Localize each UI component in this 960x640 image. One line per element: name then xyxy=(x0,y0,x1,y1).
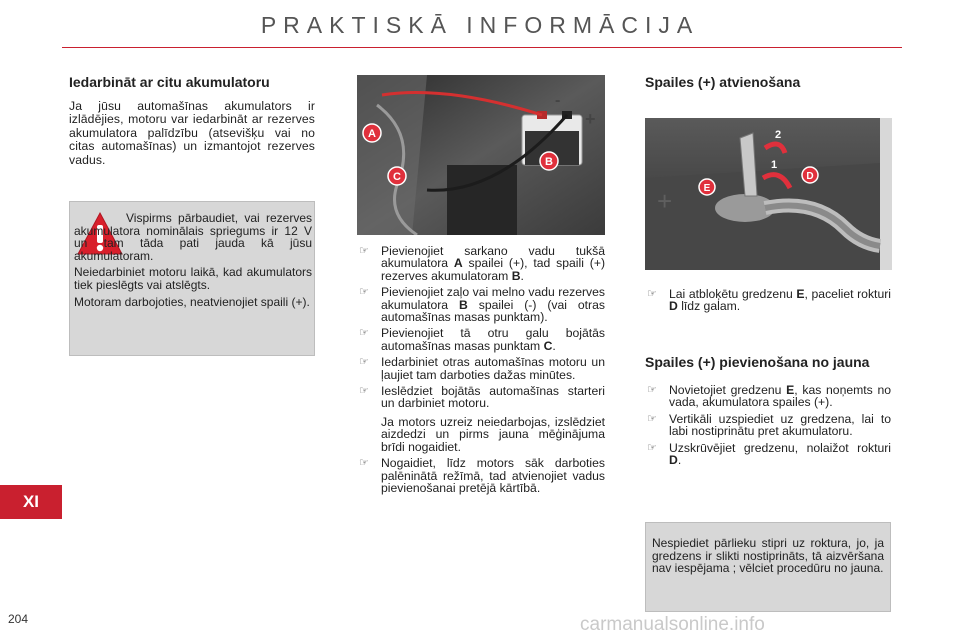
photo-step-1: 1 xyxy=(771,159,778,171)
warning-text xyxy=(74,212,312,312)
step-text: . xyxy=(677,453,682,468)
list-item xyxy=(357,245,605,282)
step-text: Ieslēdziet bojātās automašīnas starteri un darbiniet motoru. xyxy=(381,384,605,411)
list-item xyxy=(645,288,891,313)
warning-paragraph-1: Vispirms pārbaudiet, vai rezerves akumulatora nominālais spriegums ir 12 V un tam tāda pati jauda kā jūsu akumulatoram. xyxy=(74,211,312,263)
photo-label-c: C xyxy=(393,171,401,183)
step-text: . xyxy=(520,268,524,283)
step-text: Pievienojiet sarkano vadu tukšā akumulatora xyxy=(381,244,605,271)
step-text: , kas noņemts no vada, akumulatora spailes (+). xyxy=(669,383,892,410)
step-emphasis: E xyxy=(796,287,805,301)
list-item xyxy=(357,385,605,410)
disconnect-list xyxy=(645,288,891,313)
pointing-hand-icon: ☞ xyxy=(647,384,657,396)
step-emphasis: E xyxy=(786,383,795,397)
info-note-text: Nespiediet pārlieku stipri uz roktura, jo, ja gredzens ir slikti nostiprināts, tā aizvēršana nav iespējama ; vēlciet procedūru no jauna. xyxy=(652,536,884,576)
pointing-hand-icon: ☞ xyxy=(359,385,369,398)
step-text: Novietojiet gredzenu xyxy=(669,383,787,397)
step-emphasis: B xyxy=(459,297,468,312)
step-text: . xyxy=(552,338,556,353)
watermark: carmanualsonline.info xyxy=(580,614,765,635)
title-divider xyxy=(62,47,902,48)
info-note-box xyxy=(645,522,891,612)
step-note xyxy=(357,416,605,453)
pointing-hand-icon: ☞ xyxy=(359,327,369,340)
pointing-hand-icon: ☞ xyxy=(647,412,657,425)
photo-minus-sign: - xyxy=(555,92,561,109)
pointing-hand-icon: ☞ xyxy=(359,245,369,257)
step-note-text: Ja motors uzreiz neiedarbojas, izslēdziet aizdedzi un pirms jauna mēģinājuma brīdi nogaidiet. xyxy=(381,414,605,454)
list-item xyxy=(645,384,891,409)
warning-paragraph-3: Motoram darbojoties, neatvienojiet spaili (+). xyxy=(74,294,310,309)
page-title: PRAKTISKĀ INFORMĀCIJA xyxy=(260,12,700,38)
step-text: spailei (+), tad spaili (+) rezerves akumulatoram xyxy=(381,256,605,283)
column-left xyxy=(69,74,315,167)
list-item xyxy=(357,286,605,323)
step-text: Lai atbloķētu gredzenu xyxy=(669,287,797,301)
column-middle xyxy=(357,245,605,498)
step-text: Nogaidiet, līdz motors sāk darboties palēninātā režīmā, tad atvienojiet vadus pievienošanai pretējā kārtībā. xyxy=(381,456,605,495)
chapter-tab: XI xyxy=(0,485,62,519)
step-text: spailei (-) (vai otras automašīnas masas punktam). xyxy=(381,297,605,325)
step-emphasis: C xyxy=(543,338,553,353)
connection-steps-list xyxy=(357,245,605,494)
step-text: , paceliet rokturi xyxy=(804,287,891,301)
terminal-photo xyxy=(645,118,892,270)
jump-start-photo xyxy=(357,75,605,235)
step-text: Iedarbiniet otras automašīnas motoru un ļaujiet tam darboties dažas minūtes. xyxy=(381,355,605,382)
photo-plus-sign: + xyxy=(585,109,596,129)
section-heading-disconnect: Spailes (+) atvienošana xyxy=(645,74,801,90)
list-item xyxy=(645,442,891,467)
list-item xyxy=(357,327,605,352)
svg-text:+: + xyxy=(657,186,673,216)
step-emphasis: D xyxy=(669,299,678,314)
step-text: Pievienojiet tā otru galu bojātās automašīnas masas punktam xyxy=(381,326,605,353)
pointing-hand-icon: ☞ xyxy=(359,457,369,470)
section-heading-jump-start: Iedarbināt ar citu akumulatoru xyxy=(69,74,270,90)
photo-label-a: A xyxy=(368,128,376,140)
step-text: Uzskrūvējiet gredzenu, nolaižot rokturi xyxy=(669,440,891,455)
pointing-hand-icon: ☞ xyxy=(647,441,657,454)
step-text: Vertikāli uzspiediet uz gredzena, lai to labi nostiprinātu pret akumulatoru. xyxy=(669,411,891,439)
list-item xyxy=(645,413,891,438)
photo-step-2: 2 xyxy=(775,129,782,141)
list-item xyxy=(357,356,605,381)
warning-paragraph-2: Neiedarbiniet motoru laikā, kad akumulators tiek pieslēgts vai atslēgts. xyxy=(74,265,312,292)
page-number: 204 xyxy=(8,612,29,626)
step-text: līdz galam. xyxy=(677,299,741,314)
photo-label-b: B xyxy=(545,156,553,168)
column-right-bottom xyxy=(645,354,891,470)
step-text: Pievienojiet zaļo vai melno vadu rezerves akumulatora xyxy=(381,285,605,312)
reconnect-list xyxy=(645,384,891,466)
photo-label-e: E xyxy=(703,183,711,194)
list-item xyxy=(357,457,605,494)
section-heading-reconnect: Spailes (+) pievienošana no jauna xyxy=(645,354,870,370)
warning-box xyxy=(69,201,315,356)
intro-paragraph: Ja jūsu automašīnas akumulators ir izlādējies, motoru var iedarbināt ar rezerves akumulatora palīdzību (atsevišķu vai no citas automašīnas) un izmantojot rezerves vadus. xyxy=(69,99,315,167)
photo-label-d: D xyxy=(806,171,814,182)
pointing-hand-icon: ☞ xyxy=(359,356,369,369)
pointing-hand-icon: ☞ xyxy=(359,286,369,299)
step-emphasis: A xyxy=(453,256,463,271)
step-emphasis: D xyxy=(669,453,678,468)
disconnect-step xyxy=(645,288,891,317)
column-right-top xyxy=(645,74,891,90)
pointing-hand-icon: ☞ xyxy=(647,288,657,300)
step-emphasis: B xyxy=(511,268,521,283)
